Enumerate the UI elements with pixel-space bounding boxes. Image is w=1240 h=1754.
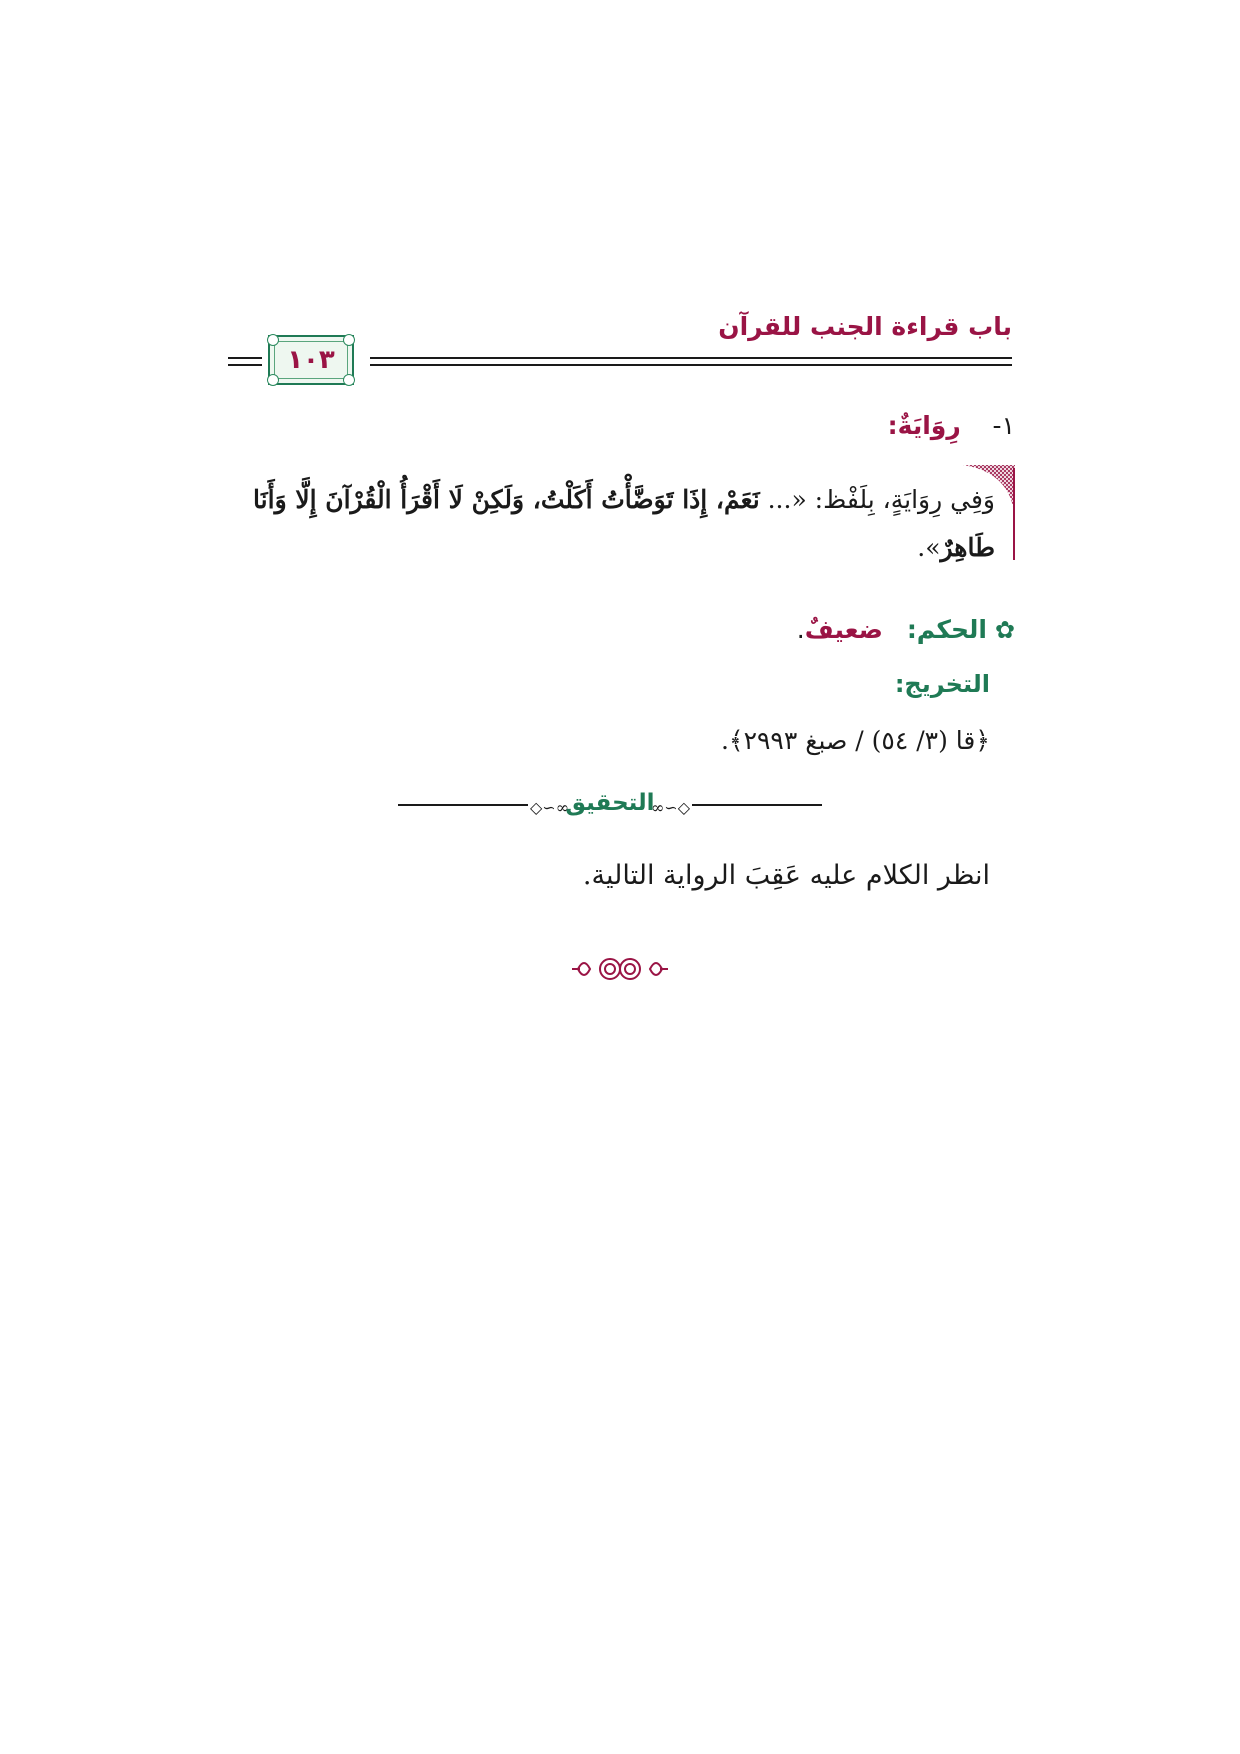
header-rule-left-top (228, 357, 262, 359)
tahqiq-divider (398, 790, 822, 820)
section-heading (888, 411, 1015, 440)
flower-icon: ✿ (994, 616, 1015, 644)
header-rule-left-bottom (228, 364, 262, 366)
divider-ornament-icon: ◇∽∞ (530, 798, 570, 817)
tahqiq-text: انظر الكلام عليه عَقِبَ الرواية التالية. (582, 860, 990, 891)
ruling-line (797, 615, 1015, 644)
quote-side-bar (1013, 468, 1015, 560)
page-number: ١٠٣ (287, 345, 335, 375)
tahqiq-title: التحقيق (565, 790, 655, 816)
narration-quote: نَعَمْ، إِذَا تَوَضَّأْتُ أَكَلْتُ، وَلَكِنْ لَا أَقْرَأُ الْقُرْآنَ إِلَّا وَأَنَا طَاهِرٌ (253, 485, 995, 562)
end-ornament-icon (570, 951, 670, 987)
header-rule-bottom (370, 364, 1012, 366)
frame-corner-ornament (267, 374, 279, 386)
ruling-value: ضعيفٌ (804, 615, 883, 644)
section-number: ١- (992, 411, 1015, 440)
frame-corner-ornament (343, 374, 355, 386)
narration-outro: ». (917, 533, 941, 562)
takhrij-text: ﴿قا (٣/ ٥٤) / صبغ ٢٩٩٣﴾. (720, 726, 990, 755)
section-label: رِوَايَةٌ: (887, 411, 961, 440)
takhrij-label: التخريج: (894, 670, 990, 698)
chapter-title: باب قراءة الجنب للقرآن (718, 312, 1012, 341)
ruling-label: الحكم: (906, 615, 987, 644)
divider-ornament-icon: ∞∽◇ (650, 798, 690, 817)
header-rule-top (370, 357, 1012, 359)
ruling-end: . (796, 615, 805, 644)
narration-intro: وَفِي رِوَايَةٍ، بِلَفْظ: «... (759, 485, 995, 514)
page-number-frame (268, 335, 354, 385)
narration-text (235, 476, 995, 572)
